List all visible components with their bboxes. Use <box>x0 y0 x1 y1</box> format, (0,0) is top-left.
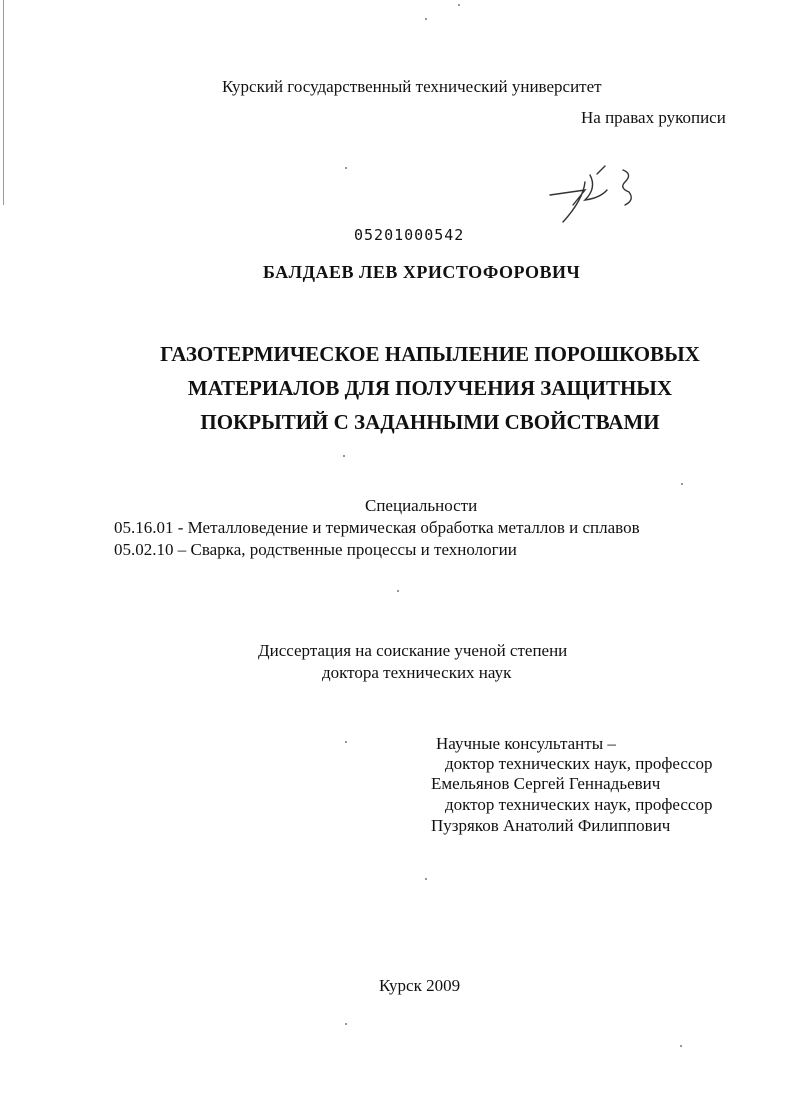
scan-speck <box>345 741 347 743</box>
author-name: БАЛДАЕВ ЛЕВ ХРИСТОФОРОВИЧ <box>263 262 581 282</box>
consultants-heading: Научные консультанты – <box>436 734 616 753</box>
consultant-1-name: Емельянов Сергей Геннадьевич <box>431 774 661 793</box>
scan-speck <box>425 878 427 880</box>
consultant-1-degree: доктор технических наук, профессор <box>445 754 713 773</box>
scan-speck <box>458 4 460 6</box>
scan-speck <box>681 483 683 485</box>
dissertation-line-2: доктора технических наук <box>322 663 512 682</box>
specialties-heading: Специальности <box>365 496 478 515</box>
dissertation-line-1: Диссертация на соискание ученой степени <box>258 641 568 660</box>
consultant-2-name: Пузряков Анатолий Филиппович <box>431 816 671 835</box>
scan-speck <box>345 167 347 169</box>
consultant-2-degree: доктор технических наук, профессор <box>445 795 713 814</box>
scan-speck <box>425 18 427 20</box>
scan-speck <box>397 590 399 592</box>
scan-speck <box>345 1023 347 1025</box>
signature <box>545 160 645 225</box>
specialty-item: 05.16.01 - Металловедение и термическая обработка металлов и сплавов <box>114 518 640 537</box>
rights-note: На правах рукописи <box>581 108 726 127</box>
specialty-item: 05.02.10 – Сварка, родственные процессы и технологии <box>114 540 517 559</box>
scan-speck <box>343 455 345 457</box>
city-year: Курск 2009 <box>379 976 461 995</box>
scan-edge-line <box>3 0 4 205</box>
university-name: Курский государственный технический университет <box>222 77 602 96</box>
thesis-title-line-2: МАТЕРИАЛОВ ДЛЯ ПОЛУЧЕНИЯ ЗАЩИТНЫХ <box>187 376 673 400</box>
thesis-title-line-1: ГАЗОТЕРМИЧЕСКОЕ НАПЫЛЕНИЕ ПОРОШКОВЫХ <box>160 342 700 366</box>
scan-speck <box>680 1045 682 1047</box>
thesis-title-line-3: ПОКРЫТИЙ С ЗАДАННЫМИ СВОЙСТВАМИ <box>200 410 660 434</box>
document-code: 05201000542 <box>354 226 465 244</box>
